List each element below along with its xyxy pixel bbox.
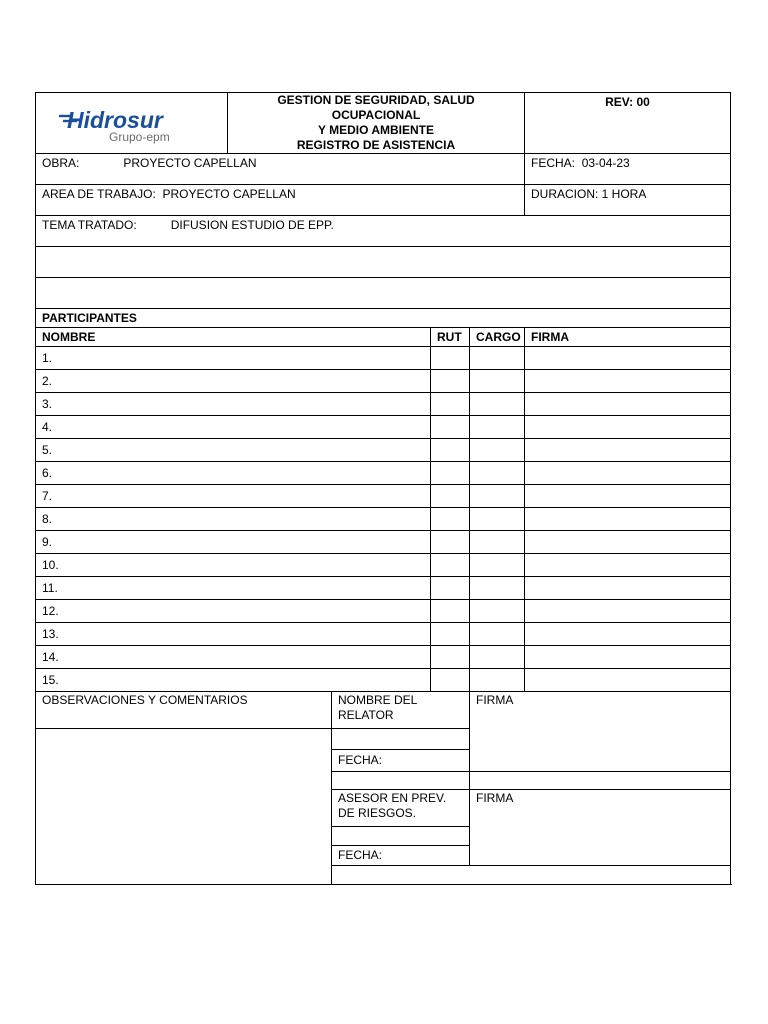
participant-name-cell[interactable] <box>36 554 431 577</box>
participant-cargo-cell[interactable] <box>470 646 525 669</box>
tema-value: DIFUSION ESTUDIO DE EPP. <box>170 218 334 232</box>
observaciones-box[interactable] <box>36 729 332 885</box>
participant-rut-cell[interactable] <box>431 577 470 600</box>
area-field[interactable] <box>36 185 525 216</box>
asesor-label-cell <box>332 790 470 827</box>
participant-row <box>36 462 731 485</box>
participant-number: 7. <box>42 488 53 503</box>
participant-cargo-cell[interactable] <box>470 554 525 577</box>
asesor-firma-label: FIRMA <box>476 791 514 805</box>
participant-row <box>36 554 731 577</box>
participant-rut-cell[interactable] <box>431 669 470 692</box>
col-firma: FIRMA <box>525 328 731 347</box>
participant-cargo-cell[interactable] <box>470 577 525 600</box>
participant-firma-cell[interactable] <box>525 347 731 370</box>
form-title <box>228 93 525 154</box>
participant-firma-cell[interactable] <box>525 416 731 439</box>
participant-number: 2. <box>42 373 53 388</box>
area-label: AREA DE TRABAJO: <box>42 187 156 201</box>
obra-value: PROYECTO CAPELLAN <box>123 156 257 170</box>
participant-number: 13. <box>42 626 59 641</box>
participant-firma-cell[interactable] <box>525 646 731 669</box>
asesor-date-field[interactable] <box>332 846 470 866</box>
participant-name-cell[interactable] <box>36 669 431 692</box>
participant-name-cell[interactable] <box>36 577 431 600</box>
participant-row <box>36 531 731 554</box>
relator-label: NOMBRE DEL RELATOR <box>338 693 417 722</box>
participants-header-row <box>36 328 731 347</box>
participant-number: 4. <box>42 419 53 434</box>
participant-cargo-cell[interactable] <box>470 669 525 692</box>
spacer-cell-left <box>332 772 470 790</box>
participant-row <box>36 577 731 600</box>
obra-field[interactable] <box>36 154 525 185</box>
participant-number: 9. <box>42 534 53 549</box>
participant-cargo-cell[interactable] <box>470 462 525 485</box>
participants-table <box>35 308 731 692</box>
participant-row <box>36 370 731 393</box>
participant-rut-cell[interactable] <box>431 439 470 462</box>
participant-firma-cell[interactable] <box>525 554 731 577</box>
participants-heading: PARTICIPANTES <box>36 309 731 328</box>
title-line-3: REGISTRO DE ASISTENCIA <box>296 138 456 152</box>
participant-row <box>36 508 731 531</box>
fecha-label: FECHA: <box>531 156 576 170</box>
participant-number: 11. <box>42 580 58 595</box>
tema-label: TEMA TRATADO: <box>42 218 137 232</box>
participant-firma-cell[interactable] <box>525 669 731 692</box>
participant-rut-cell[interactable] <box>431 370 470 393</box>
participant-name-cell[interactable] <box>36 508 431 531</box>
title-line-1: GESTION DE SEGURIDAD, SALUD OCUPACIONAL <box>277 93 475 122</box>
participant-name-cell[interactable] <box>36 462 431 485</box>
fecha-field[interactable] <box>525 154 731 185</box>
participant-row <box>36 439 731 462</box>
participant-cargo-cell[interactable] <box>470 508 525 531</box>
relator-firma-label: FIRMA <box>476 693 514 707</box>
form-header-table <box>35 92 731 309</box>
participant-rut-cell[interactable] <box>431 646 470 669</box>
participant-cargo-cell[interactable] <box>470 347 525 370</box>
participant-rut-cell[interactable] <box>431 462 470 485</box>
participant-number: 10. <box>42 557 59 572</box>
participant-name-cell[interactable] <box>36 600 431 623</box>
asesor-name-input[interactable] <box>332 827 470 846</box>
relator-signature-box[interactable] <box>470 692 731 772</box>
asesor-signature-box[interactable] <box>470 790 731 866</box>
participant-name-cell[interactable] <box>36 393 431 416</box>
col-rut: RUT <box>431 328 470 347</box>
participant-name-cell[interactable] <box>36 370 431 393</box>
participant-firma-cell[interactable] <box>525 485 731 508</box>
participant-name-cell[interactable] <box>36 623 431 646</box>
logo-cell <box>36 93 228 154</box>
participant-cargo-cell[interactable] <box>470 485 525 508</box>
relator-fecha-label: FECHA: <box>338 753 383 767</box>
participant-number: 8. <box>42 511 53 526</box>
participant-rut-cell[interactable] <box>431 531 470 554</box>
participant-firma-cell[interactable] <box>525 508 731 531</box>
participant-cargo-cell[interactable] <box>470 600 525 623</box>
participant-rut-cell[interactable] <box>431 508 470 531</box>
logo-name: Hidrosur <box>66 107 163 133</box>
participant-firma-cell[interactable] <box>525 393 731 416</box>
participant-rut-cell[interactable] <box>431 600 470 623</box>
participant-rut-cell[interactable] <box>431 393 470 416</box>
relator-label-cell <box>332 692 470 729</box>
hidrosur-logo <box>37 97 227 149</box>
participant-name-cell[interactable] <box>36 531 431 554</box>
asesor-fecha-label: FECHA: <box>338 848 383 862</box>
participant-cargo-cell[interactable] <box>470 531 525 554</box>
participant-name-cell[interactable] <box>36 416 431 439</box>
duracion-field[interactable] <box>525 185 731 216</box>
participant-firma-cell[interactable] <box>525 462 731 485</box>
participant-name-cell[interactable] <box>36 439 431 462</box>
participant-row <box>36 393 731 416</box>
participant-number: 12. <box>42 603 59 618</box>
fecha-value: 03-04-23 <box>581 156 630 170</box>
participant-number: 6. <box>42 465 53 480</box>
participant-cargo-cell[interactable] <box>470 623 525 646</box>
participant-rut-cell[interactable] <box>431 554 470 577</box>
blank-line-2[interactable] <box>36 278 731 309</box>
participant-firma-cell[interactable] <box>525 439 731 462</box>
participant-firma-cell[interactable] <box>525 577 731 600</box>
col-nombre: NOMBRE <box>36 328 431 347</box>
relator-name-input[interactable] <box>332 729 470 750</box>
participant-firma-cell[interactable] <box>525 600 731 623</box>
logo-subtitle: Grupo-epm <box>108 130 170 144</box>
participant-rut-cell[interactable] <box>431 347 470 370</box>
participant-firma-cell[interactable] <box>525 370 731 393</box>
area-value: PROYECTO CAPELLAN <box>162 187 296 201</box>
participant-number: 15. <box>42 672 59 687</box>
participant-name-cell[interactable] <box>36 646 431 669</box>
participant-cargo-cell[interactable] <box>470 370 525 393</box>
participant-rut-cell[interactable] <box>431 623 470 646</box>
observaciones-heading <box>36 692 332 729</box>
revision-label: REV: 00 <box>605 95 650 109</box>
col-cargo: CARGO <box>470 328 525 347</box>
title-line-2: Y MEDIO AMBIENTE <box>317 123 434 137</box>
participant-row <box>36 485 731 508</box>
duracion-value: DURACION: 1 HORA <box>531 187 647 201</box>
participant-cargo-cell[interactable] <box>470 439 525 462</box>
participant-row <box>36 669 731 692</box>
blank-line-1[interactable] <box>36 247 731 278</box>
tema-field[interactable] <box>36 216 731 247</box>
footer-table <box>35 691 731 885</box>
participant-cargo-cell[interactable] <box>470 416 525 439</box>
participant-firma-cell[interactable] <box>525 531 731 554</box>
participant-number: 5. <box>42 442 53 457</box>
participant-rut-cell[interactable] <box>431 485 470 508</box>
participant-row <box>36 646 731 669</box>
participant-row <box>36 347 731 370</box>
participant-rut-cell[interactable] <box>431 416 470 439</box>
footer-bottom-row <box>332 866 731 885</box>
participant-row <box>36 600 731 623</box>
participant-cargo-cell[interactable] <box>470 393 525 416</box>
observaciones-label: OBSERVACIONES Y COMENTARIOS <box>42 693 248 707</box>
spacer-cell-right <box>470 772 731 790</box>
participant-row <box>36 623 731 646</box>
participant-number: 3. <box>42 396 53 411</box>
revision-cell <box>525 93 731 154</box>
participant-name-cell[interactable] <box>36 485 431 508</box>
participant-firma-cell[interactable] <box>525 623 731 646</box>
relator-date-field[interactable] <box>332 750 470 772</box>
attendance-form <box>35 92 730 885</box>
participant-row <box>36 416 731 439</box>
participant-number: 1. <box>42 350 53 365</box>
participant-name-cell[interactable] <box>36 347 431 370</box>
asesor-label: ASESOR EN PREV. DE RIESGOS. <box>338 791 447 820</box>
participant-number: 14. <box>42 649 59 664</box>
obra-label: OBRA: <box>42 156 80 170</box>
